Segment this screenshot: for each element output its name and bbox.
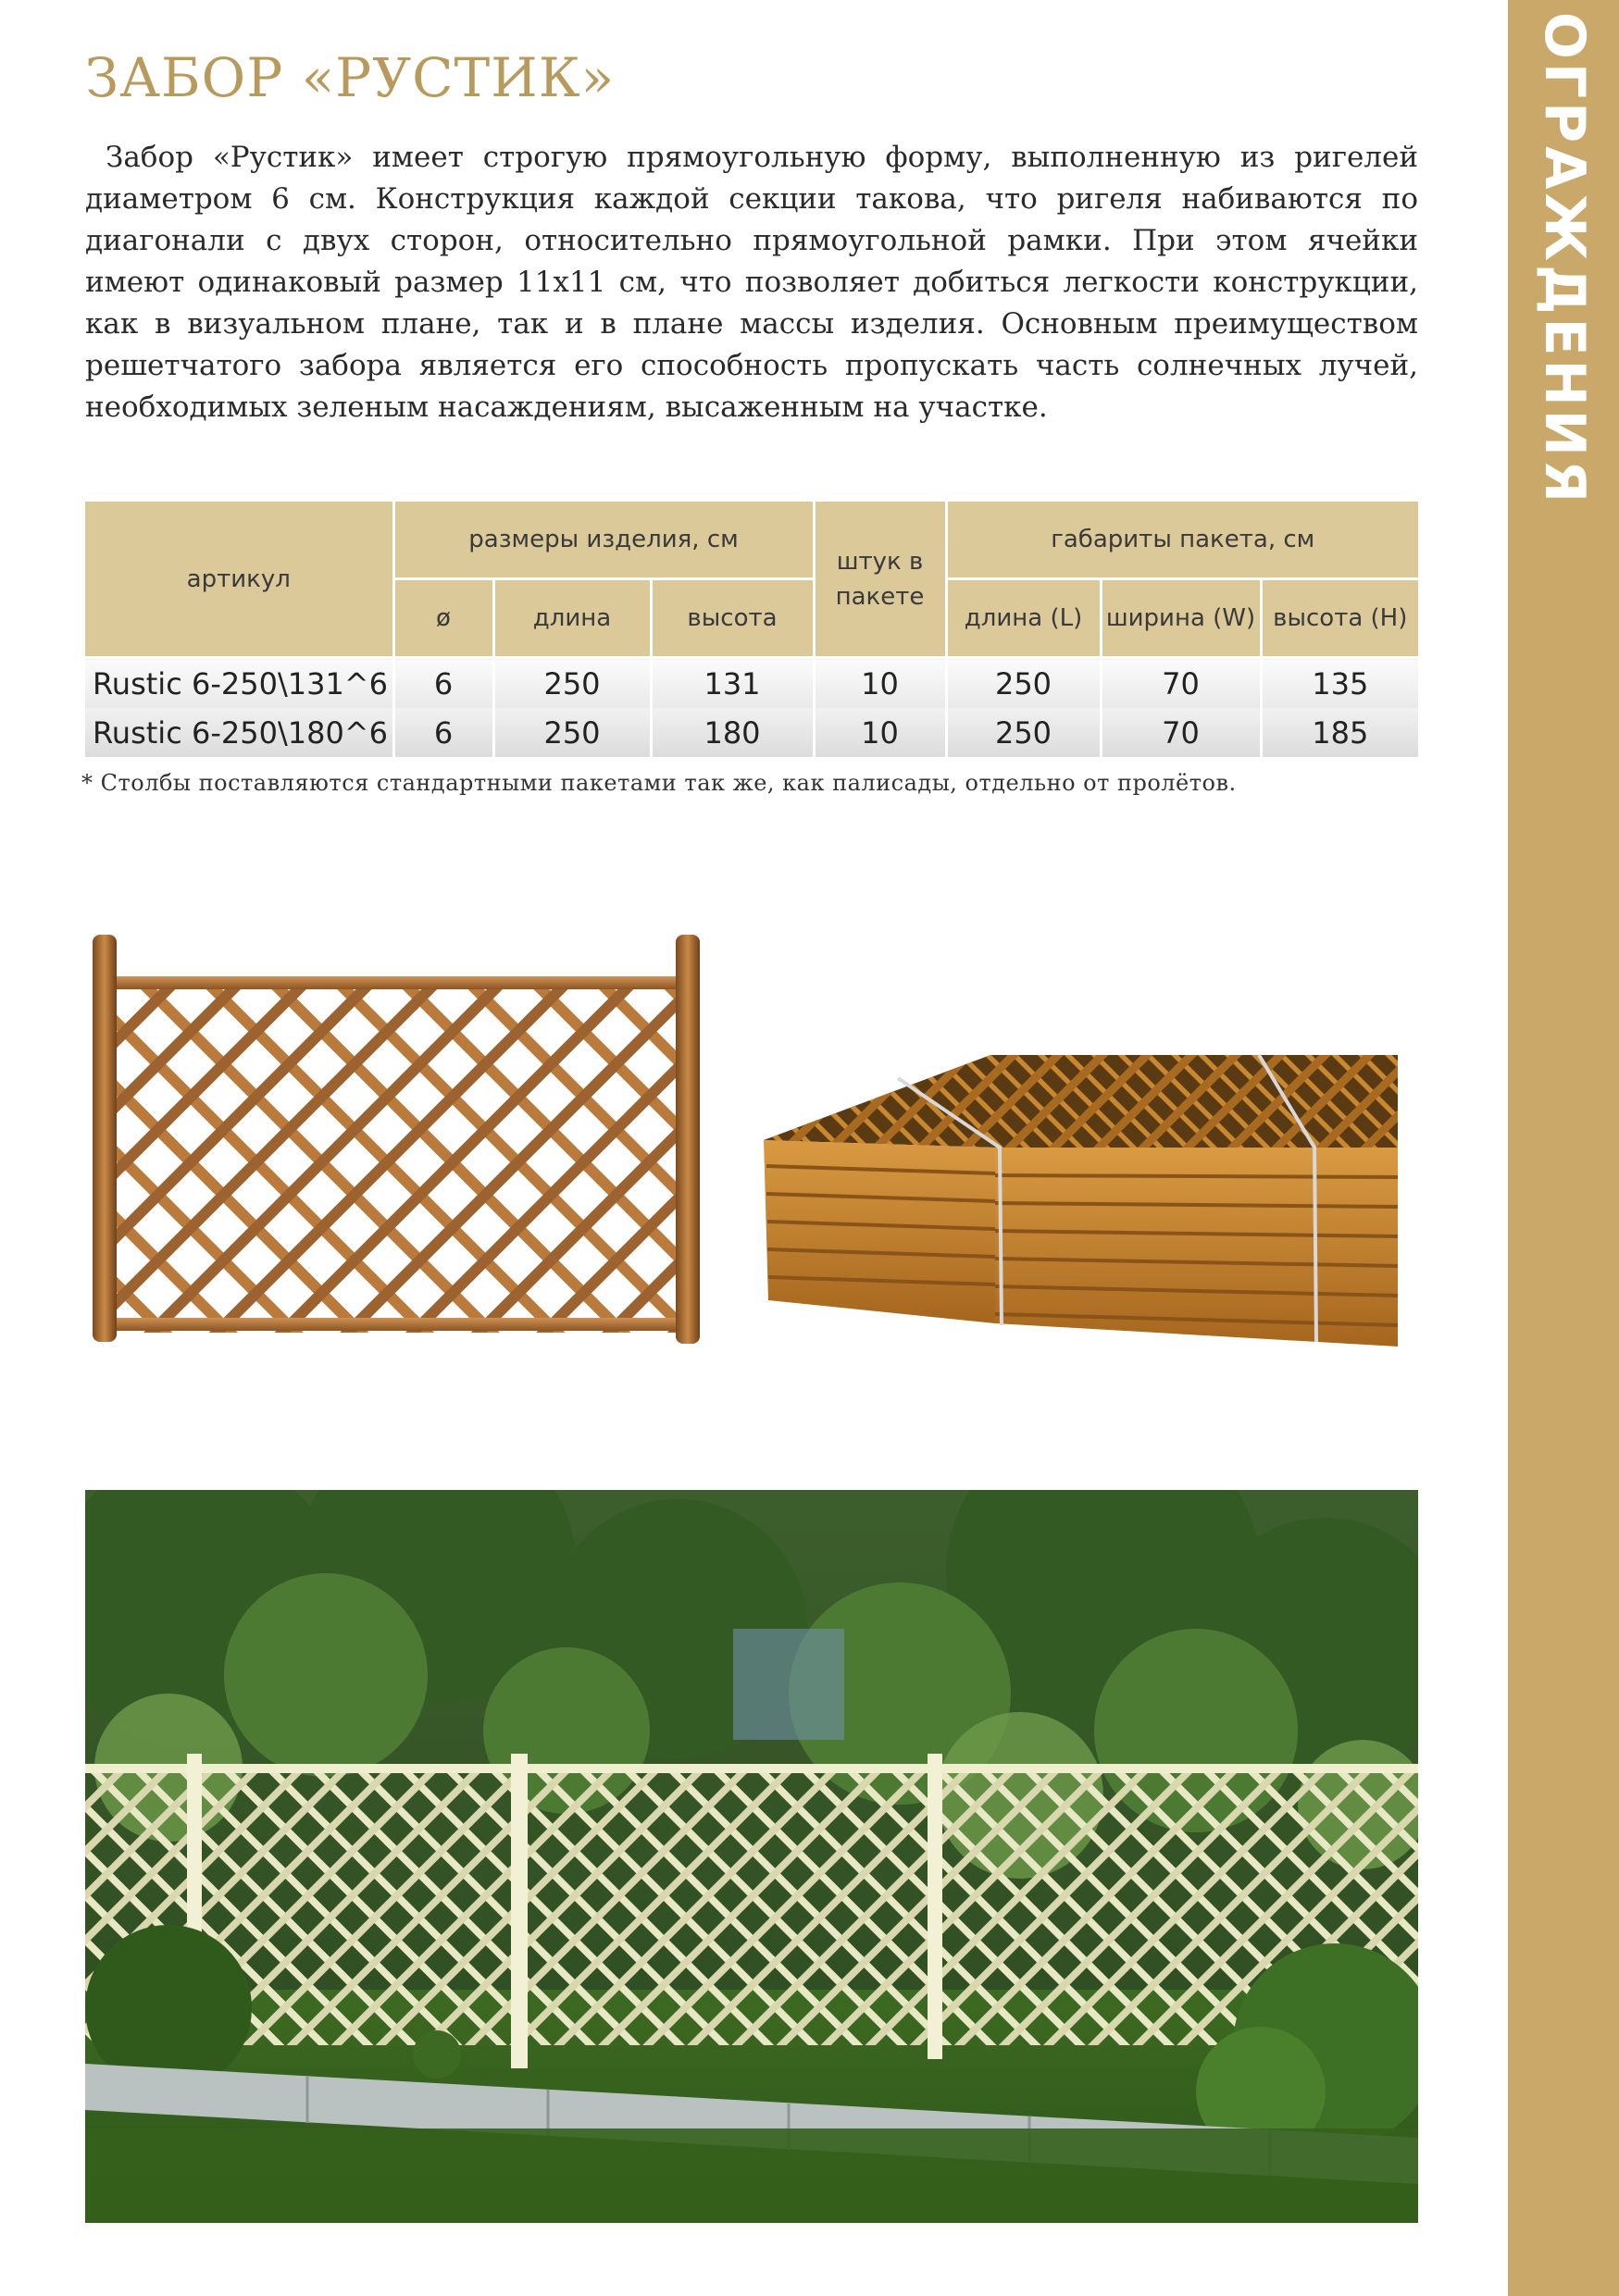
table-row	[85, 708, 1418, 757]
cell-diameter: 6	[393, 658, 493, 709]
cell-pack-length: 250	[946, 708, 1101, 757]
header-per-pack: штук в пакете	[814, 502, 946, 658]
header-height: высота	[651, 579, 814, 658]
header-pack-height: высота (H)	[1261, 579, 1418, 658]
cell-length: 250	[493, 708, 651, 757]
header-pack-length: длина (L)	[946, 579, 1101, 658]
footnote: * Столбы поставляются стандартными пакетами так же, как палисады, отдельно от пролётов.	[81, 770, 1237, 796]
cell-pack-width: 70	[1101, 658, 1261, 709]
cell-height: 131	[651, 658, 814, 709]
cell-height: 180	[651, 708, 814, 757]
cell-per-pack: 10	[814, 658, 946, 709]
cell-pack-height: 135	[1261, 658, 1418, 709]
packed-sections-photo	[759, 1036, 1407, 1356]
intro-paragraph: Забор «Рустик» имеет строгую прямоугольную форму, выполненную из ригелей диаметром 6 см. Конструкция каждой секции такова, что ригеля набиваются по диагонали с двух сторон, относительно прямоугольной рамки. При этом ячейки имеют одинаковый размер 11х11 см, что позволяет добиться легкости конструкции, как в визуальном плане, так и в плане массы изделия. Основным преимуществом решетчатого забора является его способность пропускать часть солнечных лучей, необходимых зеленым насаждениям, высаженным на участке.	[85, 141, 1418, 424]
header-length: длина	[493, 579, 651, 658]
table-row	[85, 658, 1418, 709]
cell-diameter: 6	[393, 708, 493, 757]
header-pack-width: ширина (W)	[1101, 579, 1261, 658]
garden-fence-photo	[85, 1490, 1418, 2223]
cell-per-pack: 10	[814, 708, 946, 757]
header-dimensions-group: размеры изделия, см	[393, 502, 814, 579]
header-pack-group: габариты пакета, см	[946, 502, 1418, 579]
page-title: ЗАБОР «РУСТИК»	[85, 46, 616, 109]
cell-pack-height: 185	[1261, 708, 1418, 757]
header-article: артикул	[85, 502, 393, 658]
specs-table	[85, 502, 1418, 757]
cell-pack-width: 70	[1101, 708, 1261, 757]
cell-article: Rustic 6-250\131^6	[85, 658, 393, 709]
fence-section-photo	[93, 925, 708, 1351]
cell-pack-length: 250	[946, 658, 1101, 709]
cell-length: 250	[493, 658, 651, 709]
section-label-text: ОГРАЖДЕНИЯ	[1532, 11, 1597, 507]
header-diameter: ø	[393, 579, 493, 658]
section-label	[1518, 11, 1611, 507]
cell-article: Rustic 6-250\180^6	[85, 708, 393, 757]
